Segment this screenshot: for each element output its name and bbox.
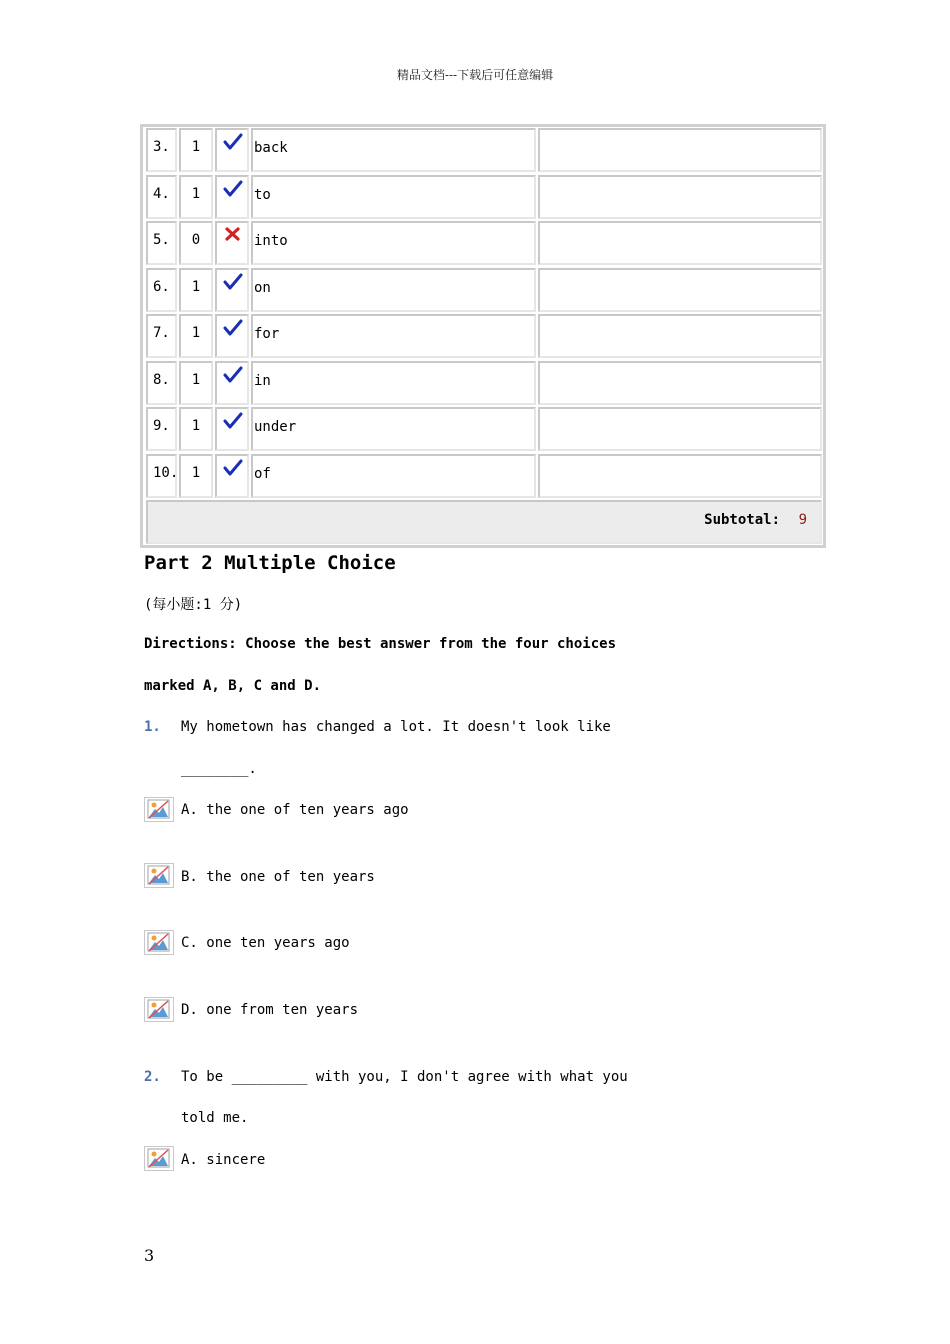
broken-image-glyph xyxy=(146,999,172,1020)
points-note: (每小题:1 分) xyxy=(144,597,243,613)
table-row xyxy=(146,361,822,405)
check-icon xyxy=(223,180,243,198)
subtotal-value: 9 xyxy=(798,512,807,528)
check-icon xyxy=(223,459,243,477)
row-answer: to xyxy=(251,175,536,219)
subtotal-label: Subtotal: xyxy=(704,512,780,528)
page-header: 精品文档---下载后可任意编辑 xyxy=(396,68,554,82)
row-mark xyxy=(215,268,249,312)
row-number: 3. xyxy=(146,128,177,172)
question-number: 1. xyxy=(144,719,161,735)
row-feedback xyxy=(538,268,822,312)
row-mark xyxy=(215,128,249,172)
row-number: 10. xyxy=(146,454,177,498)
row-answer: on xyxy=(251,268,536,312)
broken-image-icon[interactable] xyxy=(144,930,174,955)
row-mark xyxy=(215,175,249,219)
row-number: 4. xyxy=(146,175,177,219)
check-icon xyxy=(223,366,243,384)
broken-image-icon[interactable] xyxy=(144,797,174,822)
row-feedback xyxy=(538,221,822,265)
question-text-line-1: To be _________ with you, I don't agree with what you xyxy=(181,1069,628,1085)
question-text-line-1: My hometown has changed a lot. It doesn't look like xyxy=(181,719,611,735)
row-number: 8. xyxy=(146,361,177,405)
row-answer: back xyxy=(251,128,536,172)
table-row xyxy=(146,407,822,451)
option-text[interactable]: C. one ten years ago xyxy=(181,935,350,951)
row-feedback xyxy=(538,361,822,405)
row-score: 1 xyxy=(179,407,213,451)
cross-icon xyxy=(223,226,243,244)
row-number: 9. xyxy=(146,407,177,451)
option-text[interactable]: A. the one of ten years ago xyxy=(181,802,409,818)
row-mark xyxy=(215,361,249,405)
question-number: 2. xyxy=(144,1069,161,1085)
row-mark xyxy=(215,407,249,451)
row-feedback xyxy=(538,454,822,498)
row-score: 0 xyxy=(179,221,213,265)
row-score: 1 xyxy=(179,361,213,405)
table-row xyxy=(146,268,822,312)
option-text[interactable]: B. the one of ten years xyxy=(181,869,375,885)
row-feedback xyxy=(538,314,822,358)
broken-image-glyph xyxy=(146,932,172,953)
broken-image-icon[interactable] xyxy=(144,863,174,888)
question-text-line-2: ________. xyxy=(181,761,257,777)
part-title: Part 2 Multiple Choice xyxy=(144,552,396,574)
check-icon xyxy=(223,412,243,430)
row-feedback xyxy=(538,175,822,219)
row-answer: under xyxy=(251,407,536,451)
directions-line-1: Directions: Choose the best answer from the four choices xyxy=(144,636,617,652)
row-mark xyxy=(215,454,249,498)
table-row xyxy=(146,221,822,265)
broken-image-glyph xyxy=(146,1148,172,1169)
broken-image-glyph xyxy=(146,799,172,820)
row-score: 1 xyxy=(179,314,213,358)
row-feedback xyxy=(538,407,822,451)
check-icon xyxy=(223,273,243,291)
check-icon xyxy=(223,319,243,337)
table-row xyxy=(146,175,822,219)
table-row xyxy=(146,314,822,358)
row-score: 1 xyxy=(179,454,213,498)
row-number: 7. xyxy=(146,314,177,358)
question-text-line-2: told me. xyxy=(181,1110,249,1126)
broken-image-icon[interactable] xyxy=(144,997,174,1022)
row-answer: of xyxy=(251,454,536,498)
directions-line-2: marked A, B, C and D. xyxy=(144,678,322,694)
table-row xyxy=(146,454,822,498)
row-answer: for xyxy=(251,314,536,358)
subtotal-row xyxy=(146,500,822,544)
row-answer: into xyxy=(251,221,536,265)
row-score: 1 xyxy=(179,128,213,172)
broken-image-icon[interactable] xyxy=(144,1146,174,1171)
option-text[interactable]: A. sincere xyxy=(181,1152,266,1168)
score-table xyxy=(140,124,826,548)
page-number: 3 xyxy=(144,1246,155,1265)
row-number: 6. xyxy=(146,268,177,312)
check-icon xyxy=(223,133,243,151)
row-feedback xyxy=(538,128,822,172)
row-score: 1 xyxy=(179,268,213,312)
row-answer: in xyxy=(251,361,536,405)
row-mark xyxy=(215,221,249,265)
table-row xyxy=(146,128,822,172)
option-text[interactable]: D. one from ten years xyxy=(181,1002,359,1018)
row-mark xyxy=(215,314,249,358)
broken-image-glyph xyxy=(146,865,172,886)
row-number: 5. xyxy=(146,221,177,265)
row-score: 1 xyxy=(179,175,213,219)
